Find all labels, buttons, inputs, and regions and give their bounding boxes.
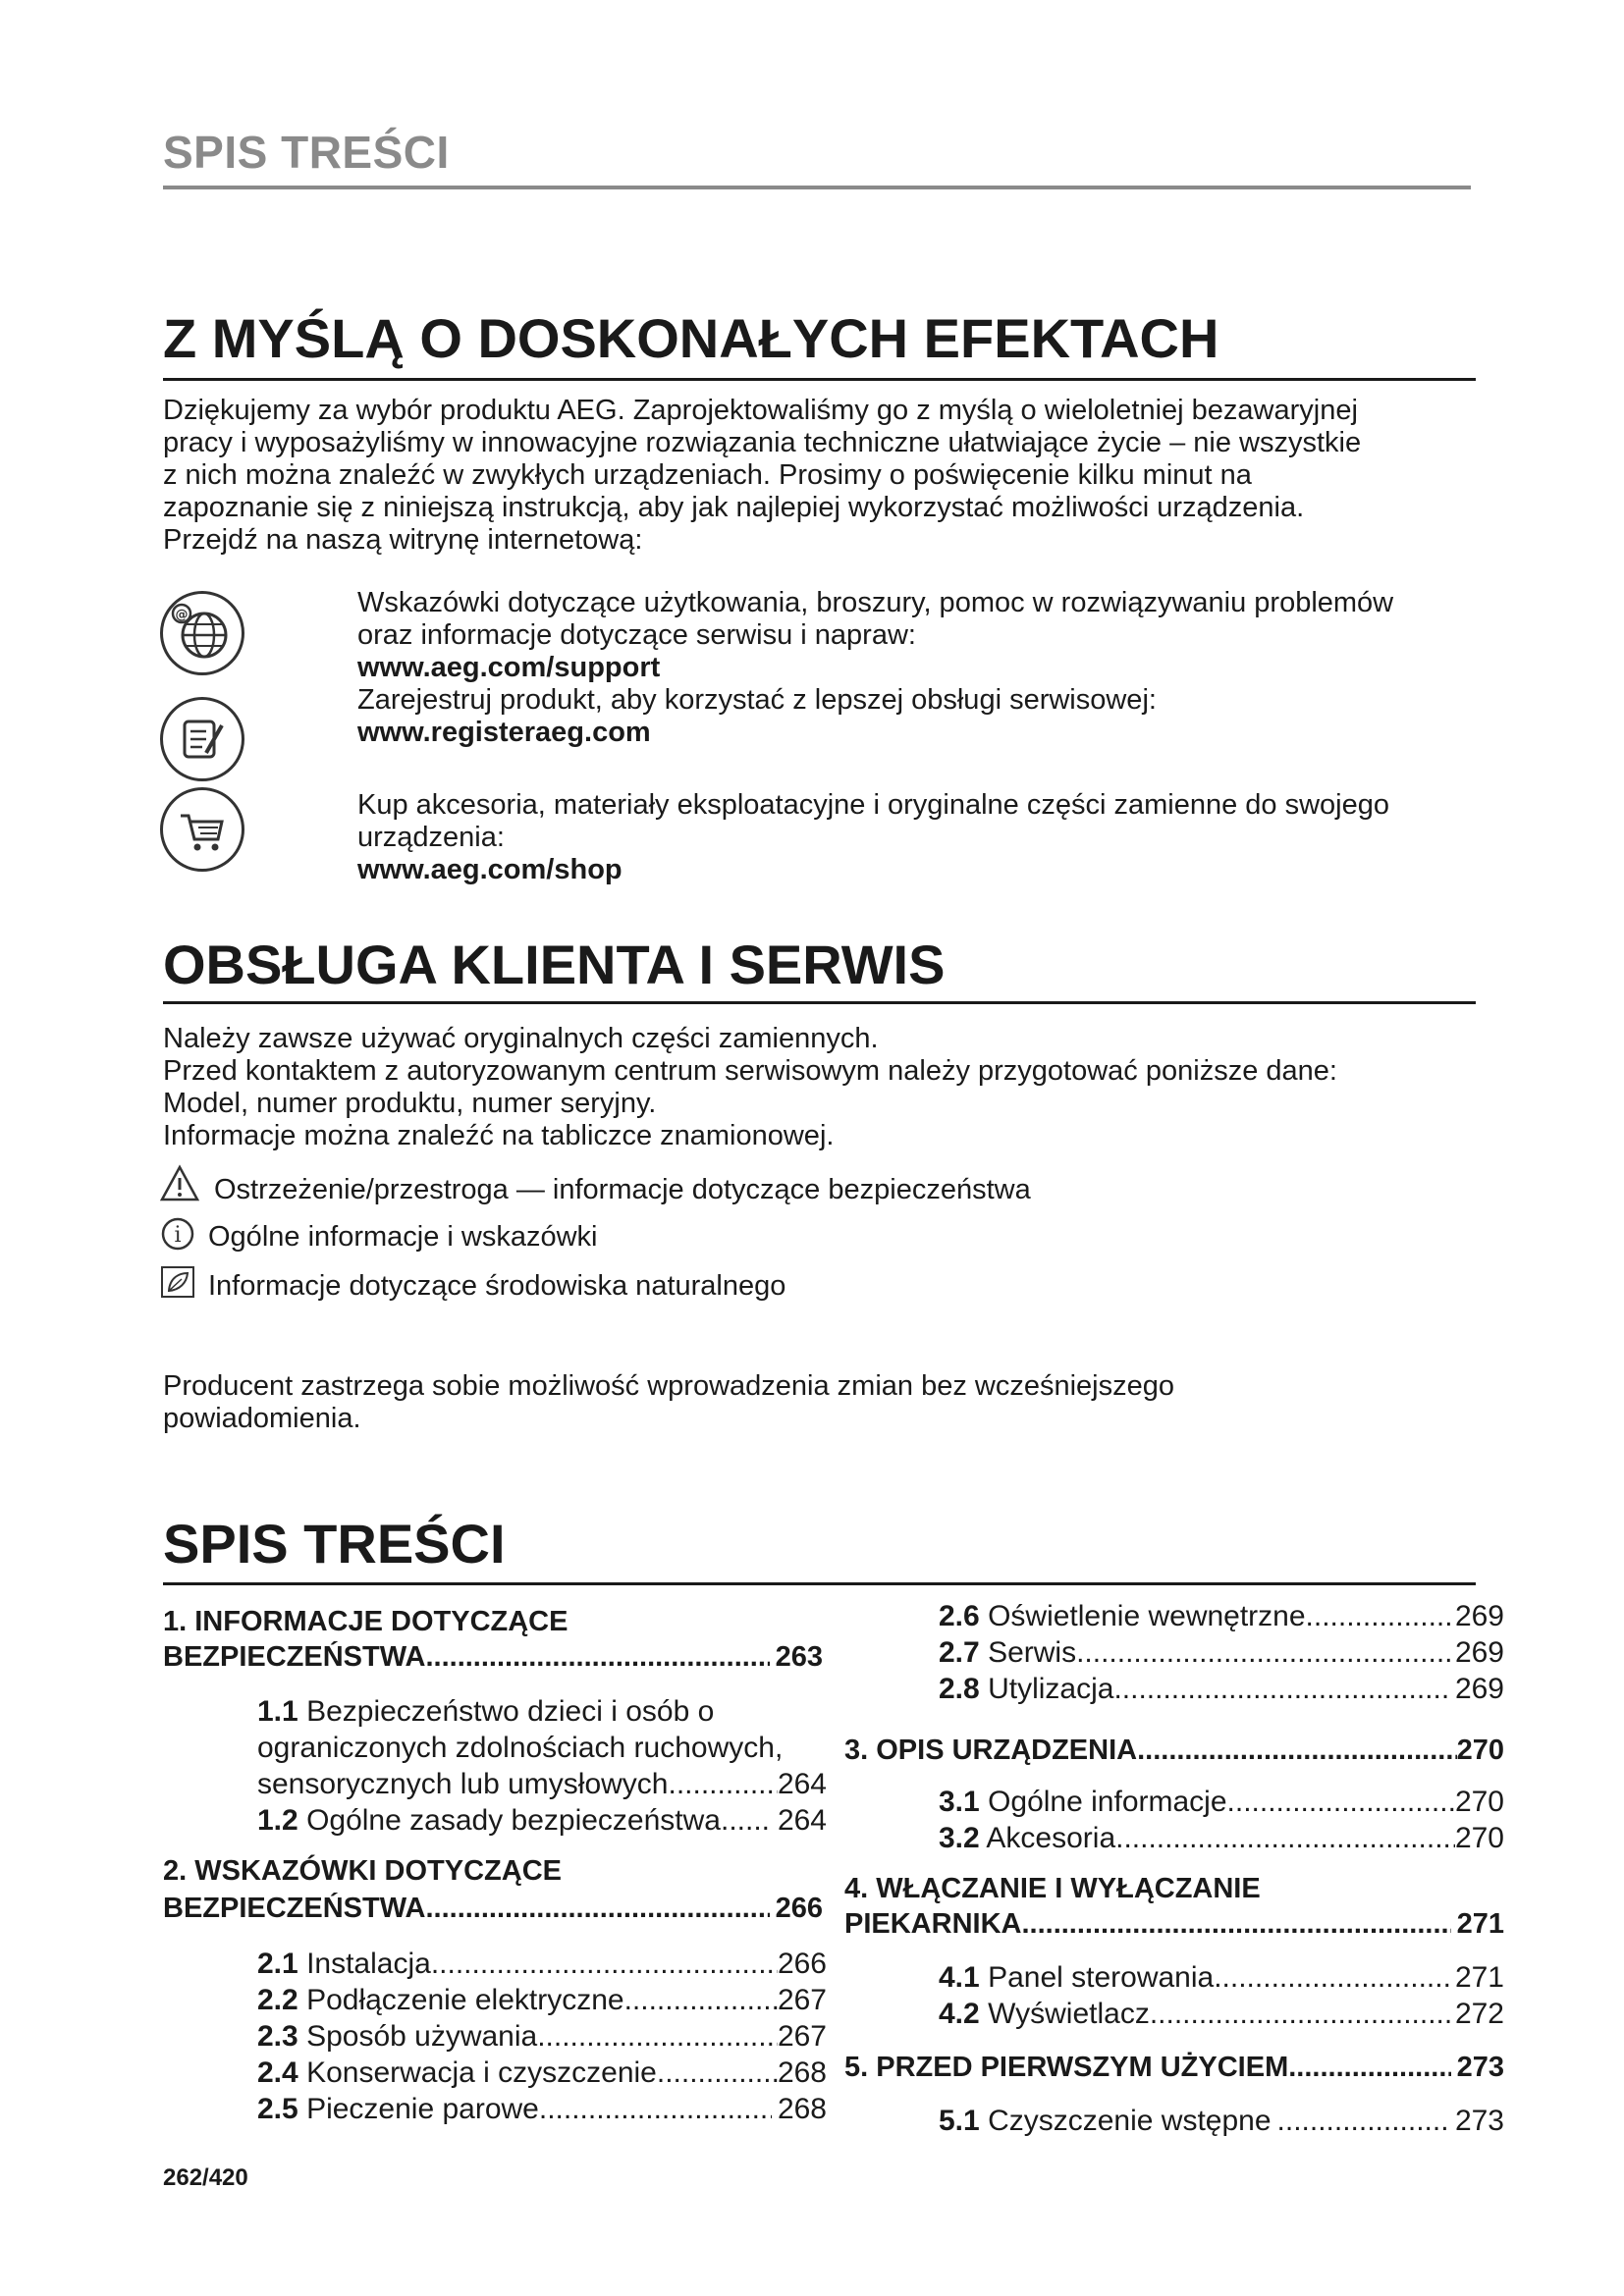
shop-text: urządzenia: — [357, 822, 505, 853]
support-link[interactable]: www.aeg.com/support — [357, 652, 661, 683]
toc-section-1[interactable] — [163, 1641, 823, 1674]
toc-list-section-5 — [939, 2103, 1504, 2139]
toc-number: 2.8 — [939, 1673, 980, 1705]
register-link[interactable]: www.registeraeg.com — [357, 717, 651, 748]
support-text: Wskazówki dotyczące użytkowania, broszury, pomoc w rozwiązywaniu problemów — [357, 587, 1394, 618]
disclaimer — [163, 1370, 1174, 1435]
toc-item[interactable] — [257, 2055, 827, 2091]
toc-page: 264 — [777, 1768, 827, 1800]
toc-section-2-title[interactable]: 2. WSKAZÓWKI DOTYCZĄCE — [163, 1855, 562, 1887]
disclaimer-line: powiadomienia. — [163, 1403, 361, 1434]
toc-label: Podłączenie elektryczne — [306, 1984, 624, 2016]
toc-label: Oświetlenie wewnętrzne — [988, 1600, 1306, 1632]
toc-item[interactable] — [257, 2091, 827, 2127]
toc-leader — [1021, 1908, 1450, 1941]
svg-text:i: i — [174, 1223, 182, 1248]
disclaimer-line: Producent zastrzega sobie możliwość wprowadzenia zmian bez wcześniejszego — [163, 1370, 1174, 1402]
toc-item[interactable] — [939, 1784, 1504, 1820]
environment-text: Informacje dotyczące środowiska naturalnego — [208, 1270, 786, 1302]
toc-leader — [1115, 1820, 1455, 1856]
toc-label: Konserwacja i czyszczenie — [306, 2056, 657, 2089]
toc-item[interactable] — [939, 1959, 1504, 1996]
intro-paragraph — [163, 395, 1361, 557]
toc-page: 270 — [1454, 1822, 1504, 1854]
toc-page: 267 — [777, 1984, 827, 2016]
page-header-title: SPIS TREŚCI — [163, 127, 450, 178]
toc-number: 2.5 — [257, 2093, 298, 2125]
svg-text:@: @ — [175, 608, 189, 622]
toc-section-1-title[interactable]: 1. INFORMACJE DOTYCZĄCE — [163, 1606, 568, 1637]
toc-number: 2.4 — [257, 2056, 298, 2089]
toc-item[interactable] — [257, 1982, 827, 2018]
register-form-icon — [160, 697, 244, 781]
toc-label: BEZPIECZEŃSTWA — [163, 1641, 426, 1673]
toc-page: 263 — [775, 1641, 823, 1673]
toc-list-section-2-cont — [939, 1598, 1504, 1707]
toc-section-4-title[interactable]: 4. WŁĄCZANIE I WYŁĄCZANIE — [844, 1873, 1261, 1904]
toc-leader — [624, 1982, 778, 2018]
toc-page: 271 — [1456, 1908, 1504, 1940]
toc-label: Akcesoria — [986, 1822, 1116, 1854]
info-text: Ogólne informacje i wskazówki — [208, 1221, 598, 1253]
toc-label: Pieczenie parowe — [306, 2093, 539, 2125]
info-circle-icon — [160, 1216, 195, 1252]
toc-page: 270 — [1454, 1786, 1504, 1818]
toc-item[interactable] — [939, 1671, 1504, 1707]
toc-number: 3.1 — [939, 1786, 980, 1818]
toc-label: Sposób używania — [306, 2020, 538, 2053]
toc-list-section-2 — [257, 1946, 827, 2127]
toc-label: BEZPIECZEŃSTWA — [163, 1893, 426, 1924]
intro-divider — [163, 378, 1476, 381]
toc-item-1-1[interactable] — [257, 1693, 827, 1802]
toc-page: 269 — [1454, 1600, 1504, 1632]
toc-page: 266 — [777, 1948, 827, 1980]
toc-page: 268 — [777, 2056, 827, 2089]
toc-page: 272 — [1454, 1998, 1504, 2030]
page-number: 262/420 — [163, 2164, 248, 2191]
toc-section-3[interactable] — [844, 1735, 1504, 1767]
toc-item[interactable] — [939, 2103, 1504, 2139]
toc-number: 5.1 — [939, 2105, 980, 2137]
toc-number: 2.6 — [939, 1600, 980, 1632]
toc-label: PIEKARNIKA — [844, 1908, 1022, 1940]
toc-number: 2.1 — [257, 1948, 298, 1980]
toc-leader — [431, 1946, 778, 1982]
toc-page: 268 — [777, 2093, 827, 2125]
service-line: Przed kontaktem z autoryzowanym centrum serwisowym należy przygotować poniższe dane: — [163, 1055, 1337, 1087]
toc-number: 3.2 — [939, 1822, 980, 1854]
toc-leader — [1288, 2052, 1450, 2084]
toc-number: 2.2 — [257, 1984, 298, 2016]
toc-page: 273 — [1454, 2105, 1504, 2137]
toc-label: Ogólne zasady bezpieczeństwa — [306, 1804, 721, 1837]
toc-item[interactable] — [939, 1634, 1504, 1671]
toc-leader — [1137, 1735, 1457, 1767]
toc-leader — [425, 1641, 769, 1674]
toc-page: 271 — [1454, 1961, 1504, 1994]
toc-leader — [657, 2055, 778, 2091]
toc-label: Serwis — [988, 1636, 1077, 1669]
toc-label: Czyszczenie wstępne — [988, 2105, 1272, 2137]
shop-text: Kup akcesoria, materiały eksploatacyjne i oryginalne części zamienne do swojego — [357, 789, 1389, 821]
toc-leader — [721, 1802, 772, 1839]
toc-leader — [1306, 1598, 1455, 1634]
toc-leader — [1150, 1996, 1455, 2032]
toc-label: 3. OPIS URZĄDZENIA — [844, 1735, 1138, 1766]
support-block — [357, 587, 1393, 749]
toc-leader — [1113, 1671, 1449, 1707]
toc-page: 273 — [1456, 2052, 1504, 2083]
toc-leader — [1214, 1959, 1449, 1996]
toc-label: Bezpieczeństwo dzieci i osób o — [306, 1695, 715, 1728]
toc-section-4[interactable] — [844, 1908, 1504, 1941]
service-line: Informacje można znaleźć na tabliczce znamionowej. — [163, 1120, 835, 1151]
toc-number: 1.1 — [257, 1695, 298, 1728]
toc-label: ograniczonych zdolnościach ruchowych, — [257, 1732, 784, 1764]
header-divider — [163, 186, 1471, 189]
warning-text: Ostrzeżenie/przestroga — informacje dotyczące bezpieczeństwa — [214, 1174, 1031, 1205]
toc-leader — [539, 2091, 772, 2127]
toc-section-2[interactable] — [163, 1893, 823, 1925]
toc-label: Wyświetlacz — [988, 1998, 1150, 2030]
toc-number: 2.3 — [257, 2020, 298, 2053]
toc-item[interactable] — [939, 1820, 1504, 1856]
toc-item[interactable] — [939, 1996, 1504, 2032]
shopping-cart-icon — [160, 787, 244, 872]
toc-leader — [1272, 2103, 1449, 2139]
toc-page: 267 — [777, 2020, 827, 2053]
toc-label: Panel sterowania — [988, 1961, 1215, 1994]
toc-label: Instalacja — [306, 1948, 431, 1980]
shop-block — [357, 789, 1389, 886]
intro-line: Przejdź na naszą witrynę internetową: — [163, 524, 643, 556]
toc-number: 4.1 — [939, 1961, 980, 1994]
shop-link[interactable]: www.aeg.com/shop — [357, 854, 623, 885]
toc-leader — [669, 1766, 778, 1802]
toc-item-1-2[interactable] — [257, 1802, 827, 1839]
toc-number: 4.2 — [939, 1998, 980, 2030]
service-paragraph — [163, 1023, 1337, 1152]
support-text: oraz informacje dotyczące serwisu i napraw: — [357, 619, 916, 651]
toc-label: Utylizacja — [988, 1673, 1114, 1705]
intro-line: Dziękujemy za wybór produktu AEG. Zaprojektowaliśmy go z myślą o wieloletniej bezawaryjnej — [163, 395, 1358, 426]
intro-line: pracy i wyposażyliśmy w innowacyjne rozwiązania techniczne ułatwiające życie – nie wszystkie — [163, 427, 1362, 458]
toc-item[interactable] — [257, 2018, 827, 2055]
toc-leader — [537, 2018, 778, 2055]
toc-page: 270 — [1456, 1735, 1504, 1766]
toc-leader — [425, 1893, 769, 1925]
leaf-environment-icon — [160, 1265, 195, 1301]
toc-list-section-4 — [939, 1959, 1504, 2032]
toc-leader — [1076, 1634, 1455, 1671]
service-line: Model, numer produktu, numer seryjny. — [163, 1088, 657, 1119]
toc-divider — [163, 1582, 1476, 1585]
toc-label: sensorycznych lub umysłowych — [257, 1768, 669, 1800]
toc-section-5[interactable] — [844, 2052, 1504, 2084]
intro-heading: Z MYŚLĄ O DOSKONAŁYCH EFEKTACH — [163, 307, 1219, 369]
toc-item[interactable] — [939, 1598, 1504, 1634]
toc-page: 269 — [1454, 1673, 1504, 1705]
service-divider — [163, 1001, 1476, 1004]
toc-item[interactable] — [257, 1946, 827, 1982]
toc-number: 1.2 — [257, 1804, 298, 1837]
toc-page: 264 — [777, 1804, 827, 1837]
toc-label: Ogólne informacje — [988, 1786, 1227, 1818]
globe-icon — [160, 591, 244, 675]
service-line: Należy zawsze używać oryginalnych części zamiennych. — [163, 1023, 879, 1054]
toc-number: 2.7 — [939, 1636, 980, 1669]
intro-line: z nich można znaleźć w zwykłych urządzeniach. Prosimy o poświęcenie kilku minut na — [163, 459, 1252, 491]
warning-triangle-icon — [160, 1164, 199, 1203]
toc-leader — [1227, 1784, 1455, 1820]
toc-list-section-3 — [939, 1784, 1504, 1856]
service-heading: OBSŁUGA KLIENTA I SERWIS — [163, 934, 946, 995]
toc-heading: SPIS TREŚCI — [163, 1513, 506, 1575]
toc-page: 266 — [775, 1893, 823, 1924]
register-text: Zarejestruj produkt, aby korzystać z lepszej obsługi serwisowej: — [357, 684, 1157, 716]
toc-page: 269 — [1454, 1636, 1504, 1669]
intro-line: zapoznanie się z niniejszą instrukcją, aby jak najlepiej wykorzystać możliwości urządzenia. — [163, 492, 1305, 523]
toc-label: 5. PRZED PIERWSZYM UŻYCIEM — [844, 2052, 1289, 2083]
